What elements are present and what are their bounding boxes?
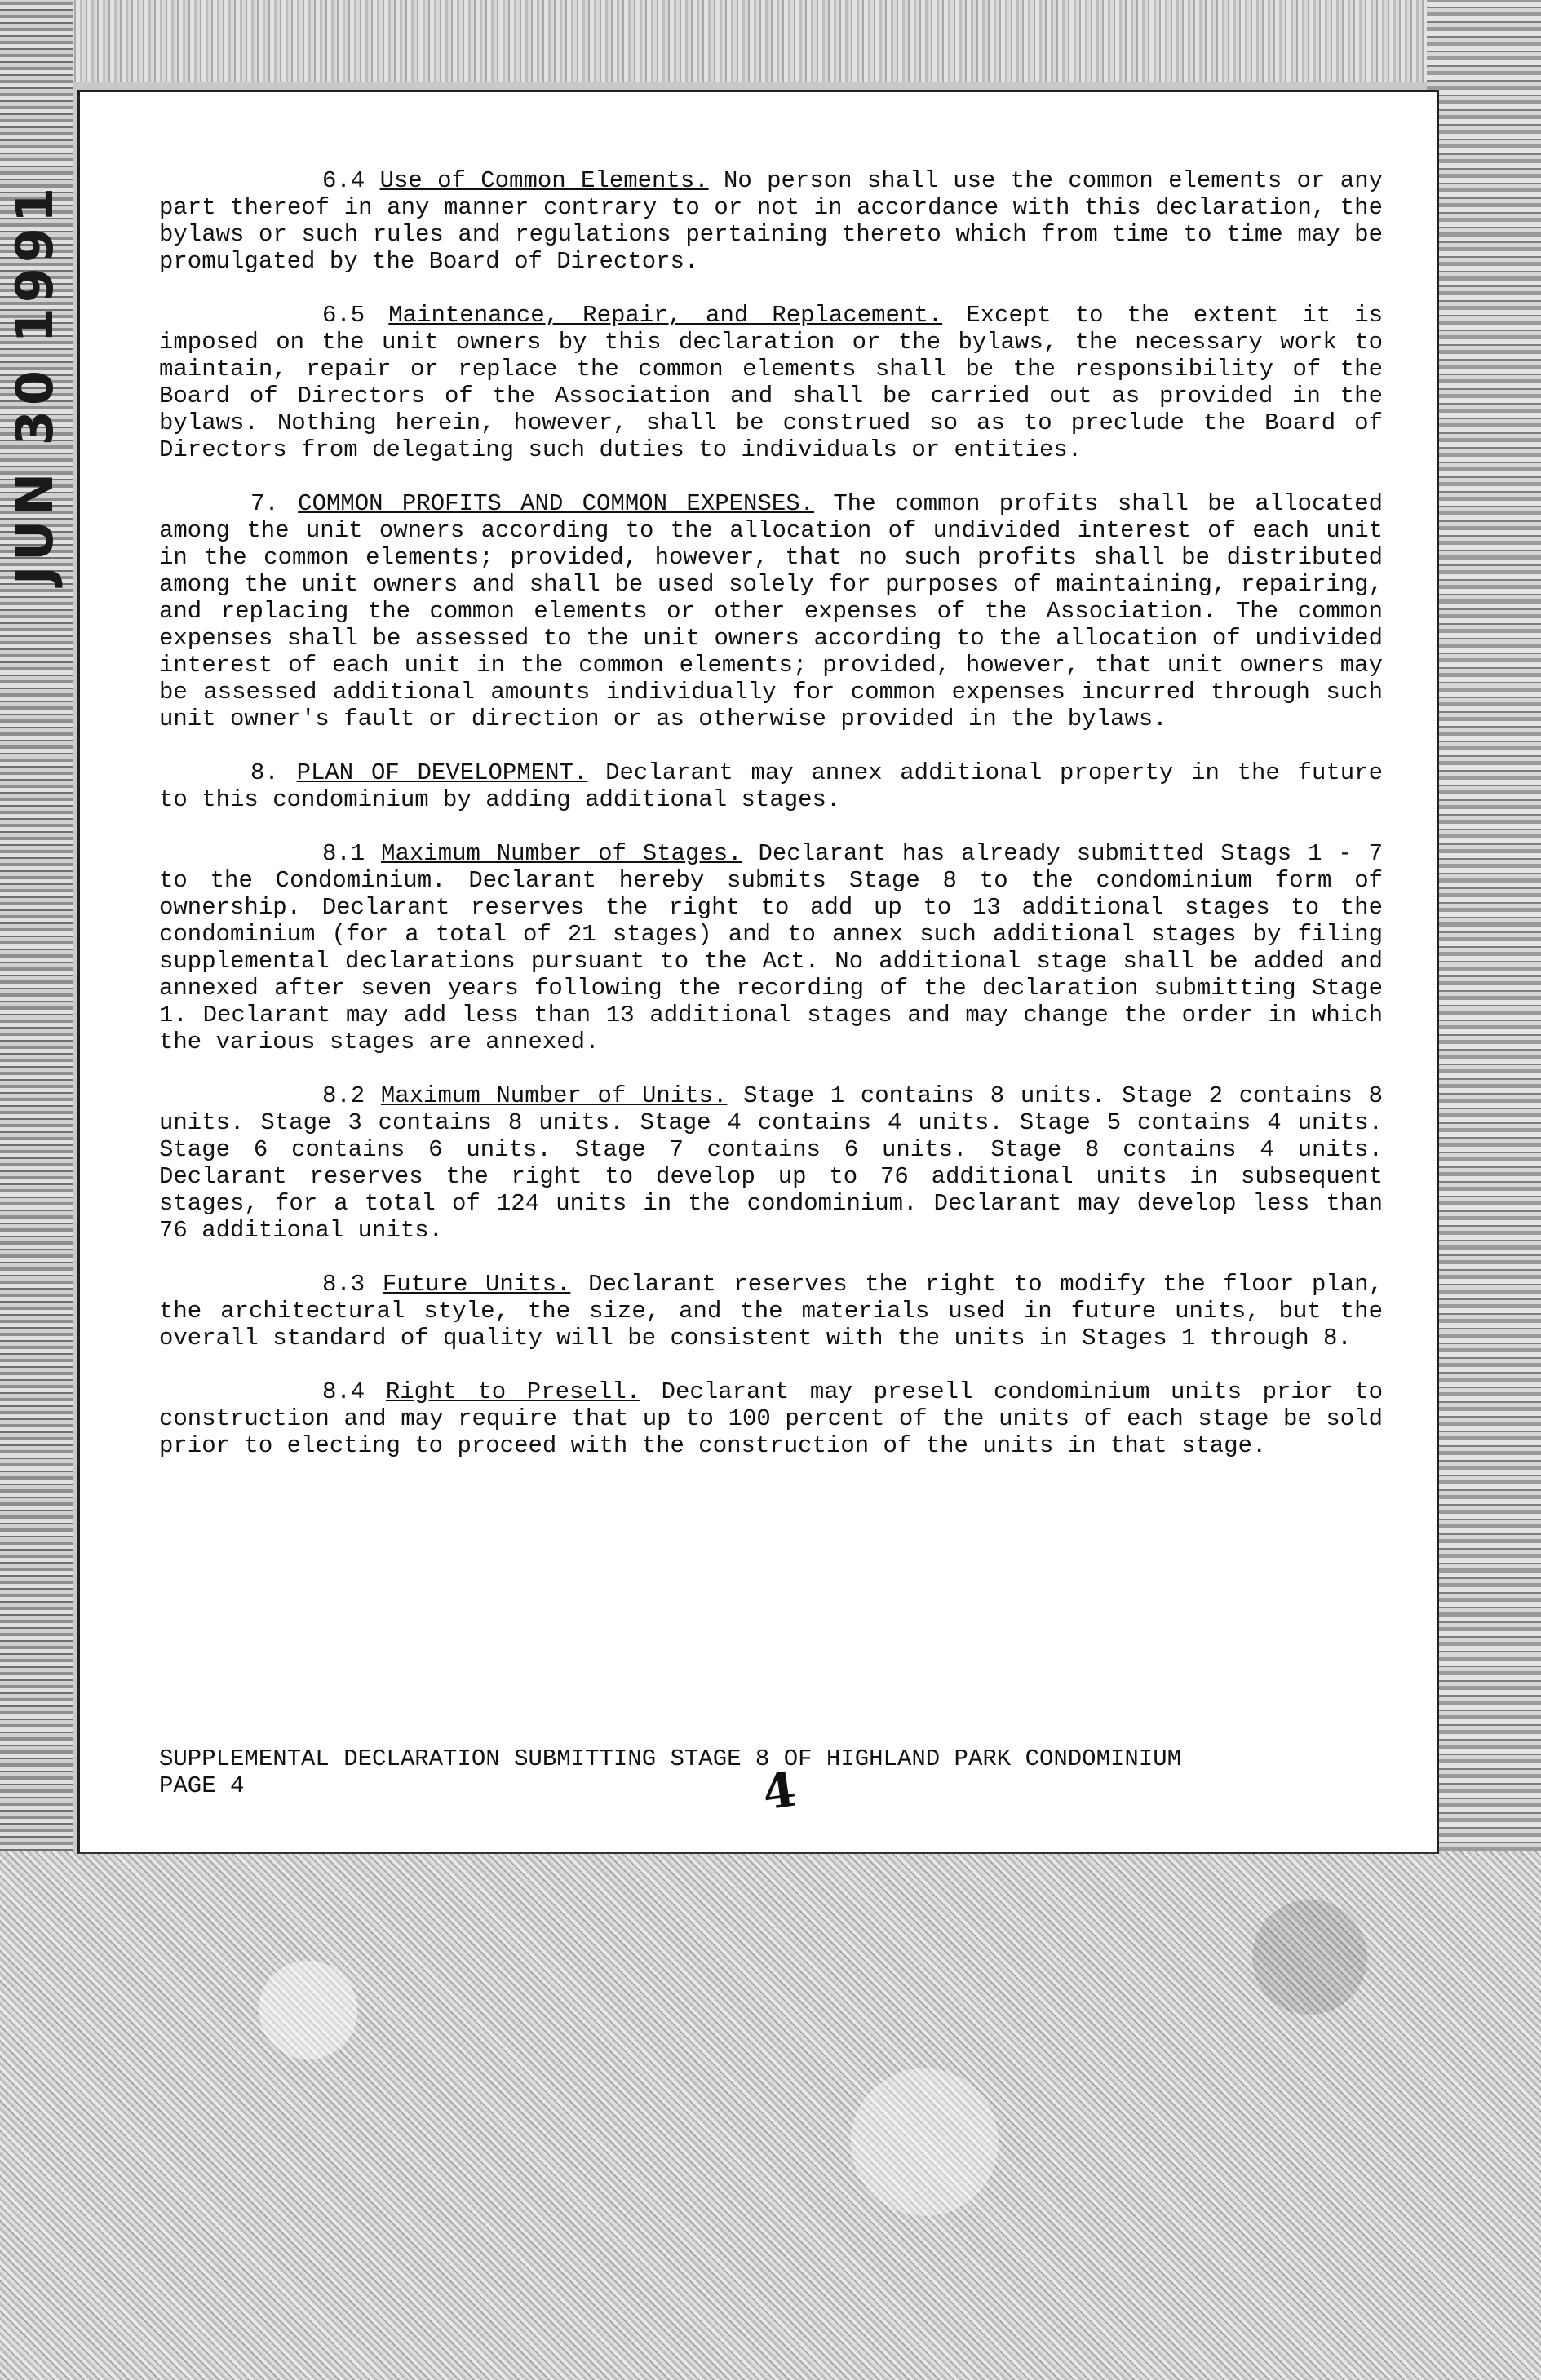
section-8-1 <box>159 840 1383 1055</box>
section-body: No person shall use the common elements or any part thereof in any manner contrary to or not in accordance with this declaration, the bylaws or such rules and regulations pertaining thereto which from time to time may be promulgated by the Board of Directors. <box>159 167 1384 275</box>
date-stamp-text: JUN 30 1991 <box>5 182 65 585</box>
scan-noise-top <box>0 0 1541 82</box>
section-heading: Maintenance, Repair, and Replacement. <box>388 302 943 329</box>
section-body: Declarant has already submitted Stags 1 - 7 to the Condominium. Declarant hereby submits Stage 8 to the condominium form of ownership. Declarant reserves the right to add up to 13 additional stages to the condominium (for a total of 21 stages) and to annex such additional stages by filing supplemental declarations pursuant to the Act. No additional stage shall be added and annexed after seven years following the recording of the declaration submitting Stage 1. Declarant may add less than 13 additional stages and may change the order in which the various stages are annexed. <box>159 840 1384 1055</box>
section-6-4 <box>159 167 1383 275</box>
section-number: 6.4 <box>322 167 365 194</box>
section-number: 8.1 <box>322 840 365 867</box>
section-body: Declarant reserves the right to modify the floor plan, the architectural style, the size, and the materials used in future units, but the overall standard of quality will be consistent with the units in Stages 1 through 8. <box>159 1271 1383 1351</box>
section-number: 6.5 <box>322 302 365 329</box>
section-8-2 <box>159 1082 1383 1244</box>
section-heading: Use of Common Elements. <box>379 167 709 194</box>
section-heading: Future Units. <box>382 1271 571 1298</box>
section-heading: Maximum Number of Units. <box>380 1082 728 1109</box>
section-number: 8.4 <box>322 1378 365 1405</box>
date-stamp <box>5 182 65 585</box>
section-heading: COMMON PROFITS AND COMMON EXPENSES. <box>298 490 815 517</box>
handwritten-page-number: 4 <box>759 1761 799 1821</box>
section-body: Except to the extent it is imposed on the unit owners by this declaration or the bylaws, the necessary work to maintain, repair or replace the common elements shall be the responsibility of the Board of Directors of the Association and shall be carried out as provided in the bylaws. Nothing herein, however, shall be construed so as to preclude the Board of Directors from delegating such duties to individuals or entities. <box>159 302 1383 463</box>
section-8-3 <box>159 1271 1383 1351</box>
footer-title: SUPPLEMENTAL DECLARATION SUBMITTING STAGE 8 OF HIGHLAND PARK CONDOMINIUM <box>159 1745 1182 1772</box>
section-8 <box>159 759 1383 813</box>
section-heading: Right to Presell. <box>385 1378 641 1405</box>
document-body <box>159 167 1383 1486</box>
section-heading: PLAN OF DEVELOPMENT. <box>296 759 588 786</box>
section-body: Stage 1 contains 8 units. Stage 2 contains 8 units. Stage 3 contains 8 units. Stage 4 contains 4 units. Stage 5 contains 4 units. Stage 6 contains 6 units. Stage 7 contains 6 units. Stage 8 contains 4 units. Declarant reserves the right to develop up to 76 additional units in subsequent stages, for a total of 124 units in the condominium. Declarant may develop less than 76 additional units. <box>159 1082 1384 1244</box>
section-7 <box>159 490 1383 732</box>
section-heading: Maximum Number of Stages. <box>381 840 742 867</box>
scan-noise-bottom <box>0 1851 1541 2380</box>
section-number: 8.3 <box>322 1271 365 1298</box>
section-body: Declarant may annex additional property in the future to this condominium by adding additional stages. <box>159 759 1383 813</box>
section-number: 7. <box>250 490 279 517</box>
section-number: 8. <box>250 759 279 786</box>
footer-page-number: PAGE 4 <box>159 1772 245 1799</box>
section-8-4 <box>159 1378 1383 1459</box>
section-body: Declarant may presell condominium units prior to construction and may require that up to 100 percent of the units of each stage be sold prior to electing to proceed with the construction of the units in that stage. <box>159 1378 1384 1459</box>
section-body: The common profits shall be allocated among the unit owners according to the allocation of undivided interest of each unit in the common elements; provided, however, that no such profits shall be distributed among the unit owners and shall be used solely for purposes of maintaining, repairing, and replacing the common elements or other expenses of the Association. The common expenses shall be assessed to the unit owners according to the allocation of undivided interest of each unit in the common elements; provided, however, that unit owners may be assessed additional amounts individually for common expenses incurred through such unit owner's fault or direction or as otherwise provided in the bylaws. <box>159 490 1384 732</box>
section-6-5 <box>159 302 1383 463</box>
section-number: 8.2 <box>322 1082 365 1109</box>
